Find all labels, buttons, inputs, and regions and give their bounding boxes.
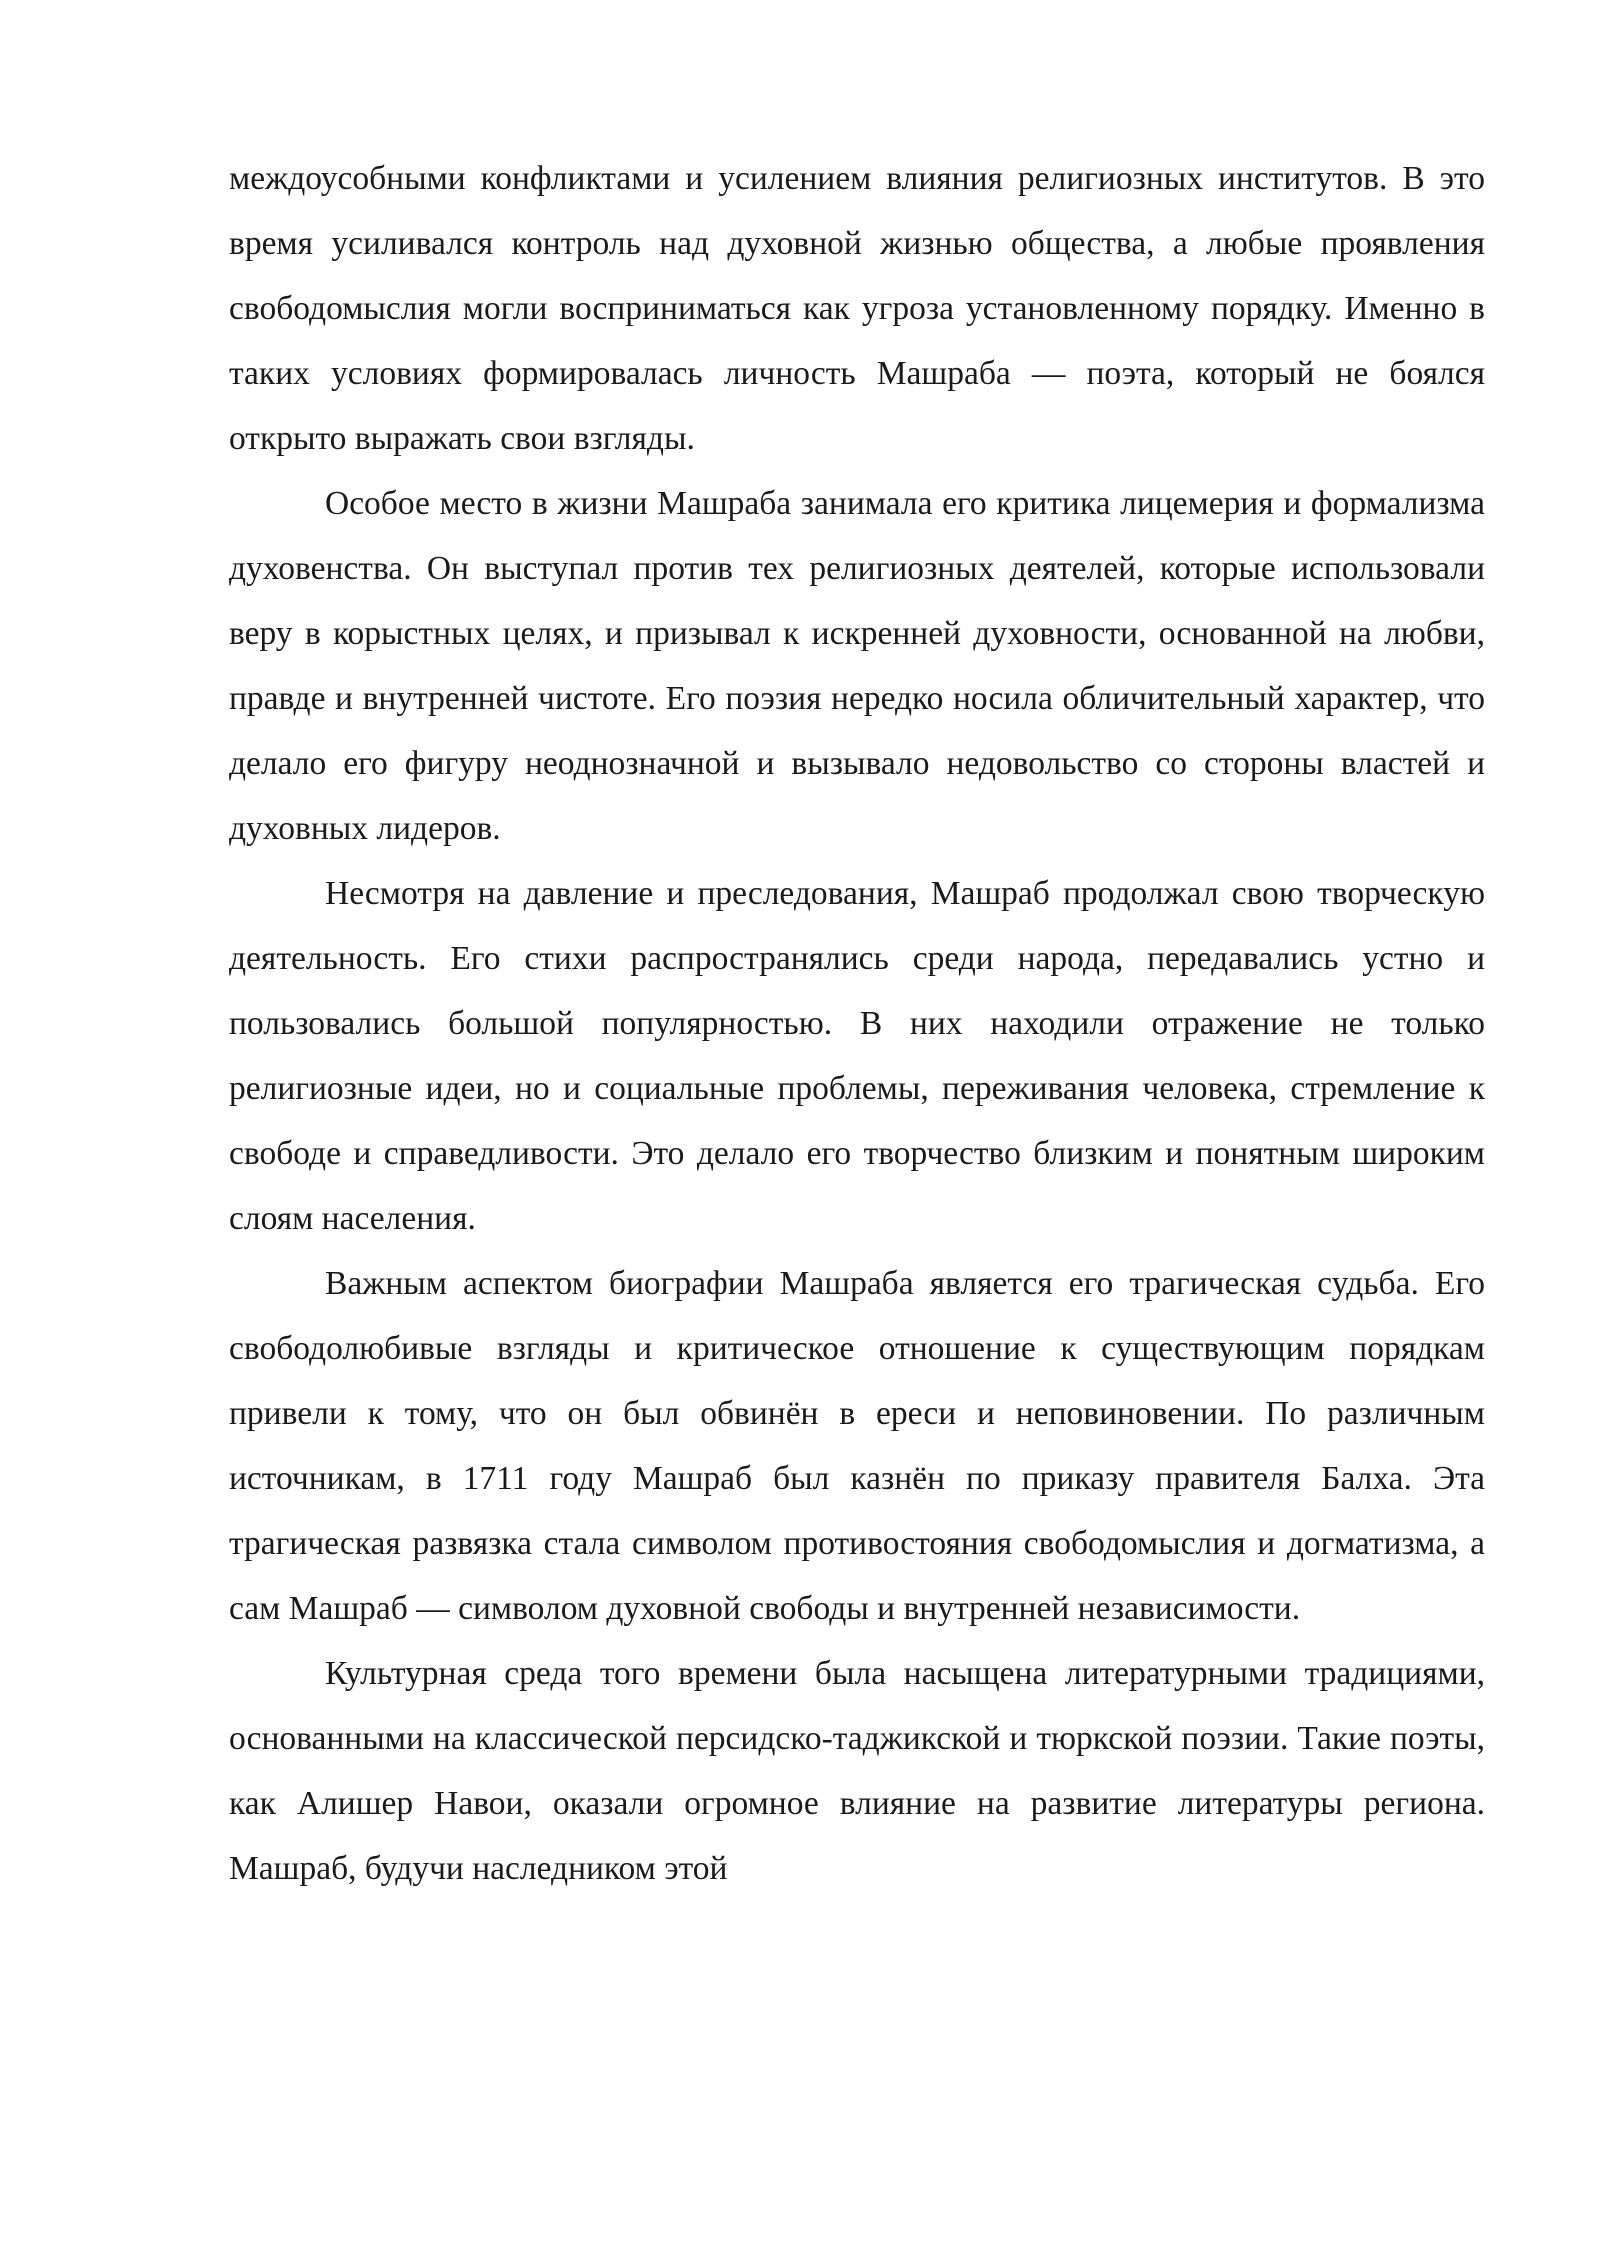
paragraph: Важным аспектом биографии Машраба является его трагическая судьба. Его свободолюбивые взгляды и критическое отношение к существующим порядкам привели к тому, что он был обвинён в ереси и неповиновении. По различным источникам, в 1711 году Машраб был казнён по приказу правителя Балха. Эта трагическая развязка стала символом противостояния свободомыслия и догматизма, а сам Машраб — символом духовной свободы и внутренней независимости. — [229, 1265, 1485, 1627]
paragraph-continued: междоусобными конфликтами и усилением влияния религиозных институтов. В это время усиливался контроль над духовной жизнью общества, а любые проявления свободомыслия могли восприниматься как угроза установленному порядку. Именно в таких условиях формировалась личность Машраба — поэта, который не боялся открыто выражать свои взгляды. — [229, 160, 1485, 457]
paragraph: Культурная среда того времени была насыщена литературными традициями, основанными на классической персидско-таджикской и тюркской поэзии. Такие поэты, как Алишер Навои, оказали огромное влияние на развитие литературы региона. Машраб, будучи наследником этой — [229, 1655, 1485, 1887]
document-body — [229, 146, 1485, 1901]
paragraph: Несмотря на давление и преследования, Машраб продолжал свою творческую деятельность. Его стихи распространялись среди народа, передавались устно и пользовались большой популярностью. В них находили отражение не только религиозные идеи, но и социальные проблемы, переживания человека, стремление к свободе и справедливости. Это делало его творчество близким и понятным широким слоям населения. — [229, 875, 1485, 1237]
paragraph: Особое место в жизни Машраба занимала его критика лицемерия и формализма духовенства. Он выступал против тех религиозных деятелей, которые использовали веру в корыстных целях, и призывал к искренней духовности, основанной на любви, правде и внутренней чистоте. Его поэзия нередко носила обличительный характер, что делало его фигуру неоднозначной и вызывало недовольство со стороны властей и духовных лидеров. — [229, 485, 1485, 847]
